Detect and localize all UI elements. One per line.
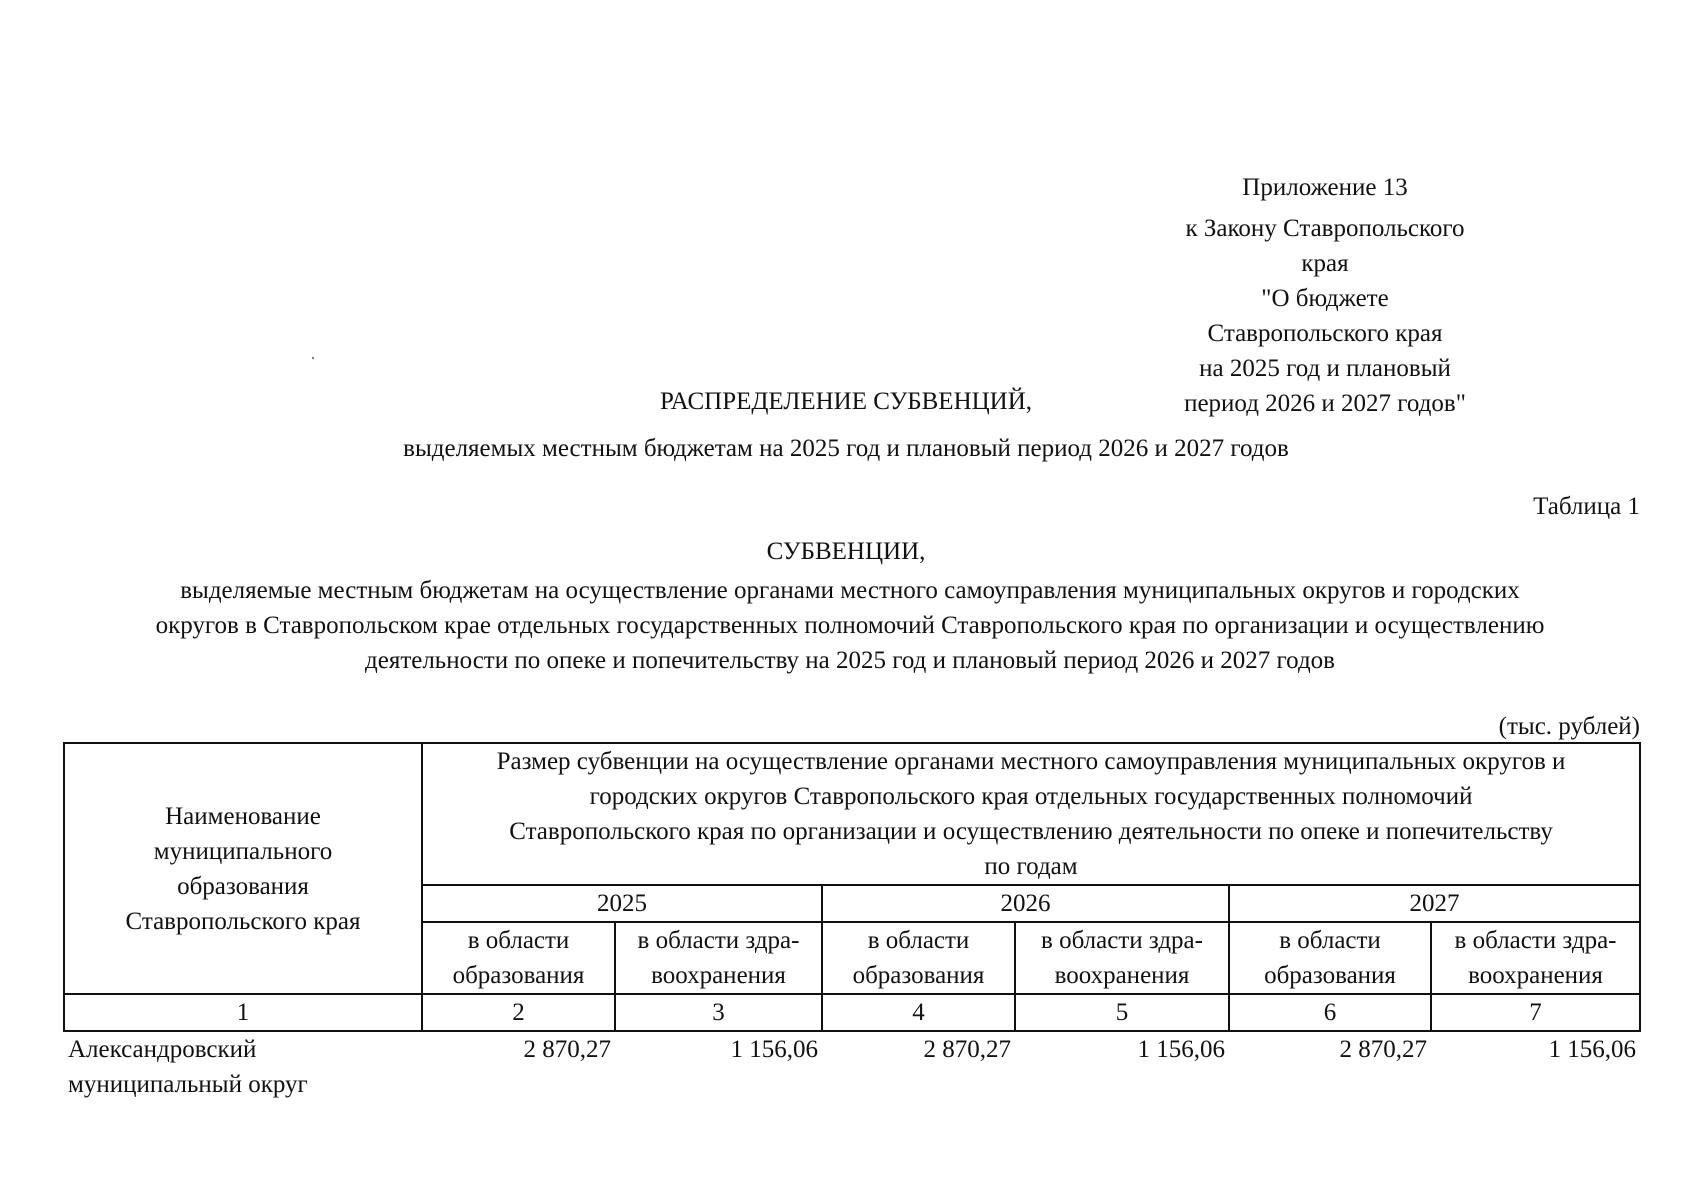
header-line: образования [452,962,585,989]
table-number: Таблица 1 [1533,493,1640,520]
header-line: образования [177,872,309,900]
header-line: воохранения [1054,962,1190,989]
column-number: 7 [1431,994,1640,1031]
municipality-name [64,1031,422,1102]
column-header-subvention-size [422,743,1640,885]
value-2026-education: 2 870,27 [923,1036,1011,1063]
year-header-2025: 2025 [422,885,822,922]
value-2026-health: 1 156,06 [1137,1036,1225,1063]
year-header-2026: 2026 [822,885,1229,922]
column-number: 1 [64,994,422,1031]
header-line: муниципального [153,837,333,865]
year-header-2027: 2027 [1229,885,1640,922]
column-number: 4 [822,994,1015,1031]
document-title: РАСПРЕДЕЛЕНИЕ СУБВЕНЦИЙ, [659,388,1033,415]
section-description-line: округов в Ставропольском крае отдельных государственных полномочий Ставропольского края по организации и осуществлению [155,612,1545,639]
subheader-health [1015,922,1229,994]
section-description-line: деятельности по опеке и попечительству на 2025 год и плановый период 2026 и 2027 годов [365,647,1335,674]
header-line: в области [1279,927,1381,954]
appendix-line: на 2025 год и плановый [1199,355,1451,382]
appendix-line: "О бюджете Ставропольского края [1207,285,1443,347]
municipality-name-line: муниципальный округ [68,1071,308,1098]
value-2027-health: 1 156,06 [1548,1036,1637,1063]
header-line: Размер субвенции на осуществление органами местного самоуправления муниципальных округов и [496,748,1566,775]
header-line: образования [1264,962,1396,989]
subventions-table [63,742,1641,1102]
subheader-education [422,922,615,994]
subheader-education [822,922,1015,994]
appendix-line: период 2026 и 2027 годов" [1184,390,1466,417]
subheader-health [615,922,822,994]
header-line: воохранения [651,962,786,989]
value-2025-health: 1 156,06 [730,1036,818,1063]
column-number: 5 [1015,994,1229,1031]
document-subtitle: выделяемых местным бюджетам на 2025 год и плановый период 2026 и 2027 годов [403,435,1289,462]
header-line: образования [852,962,985,989]
table-row [64,1031,1640,1102]
header-line: в области [867,927,970,954]
value-2025-education: 2 870,27 [523,1036,611,1063]
header-line: Наименование [165,802,321,830]
value-2027-education: 2 870,27 [1339,1036,1427,1063]
header-row-column-numbers [64,994,1640,1031]
column-header-municipality [64,743,422,994]
section-description-line: выделяемые местным бюджетам на осуществление органами местного самоуправления муниципальных округов и городских [180,577,1520,604]
header-line: в области здра- [1041,927,1203,954]
section-title: СУБВЕНЦИИ, [766,538,926,565]
appendix-number: Приложение 13 [1242,174,1408,201]
municipality-name-line: Александровский [68,1036,257,1063]
header-line: Ставропольского края по организации и осуществлению деятельности по опеке и попечительству [509,818,1553,845]
header-line: в области здра- [1454,927,1617,954]
section-description [60,573,1640,678]
units-label: (тыс. рублей) [1498,713,1640,740]
subheader-education [1229,922,1431,994]
header-row-main [64,743,1640,885]
header-line: Ставропольского края [125,907,361,935]
subheader-health [1431,922,1640,994]
appendix-block [1175,170,1475,421]
header-line: воохранения [1468,962,1603,989]
header-line: в области здра- [637,927,800,954]
header-line: в области [467,927,570,954]
header-line: городских округов Ставропольского края отдельных государственных полномочий [589,783,1473,810]
column-number: 3 [615,994,822,1031]
scan-artifact-dot [312,357,314,359]
column-number: 2 [422,994,615,1031]
header-line: по годам [984,853,1078,880]
appendix-line: к Закону Ставропольского края [1185,215,1465,277]
column-number: 6 [1229,994,1431,1031]
